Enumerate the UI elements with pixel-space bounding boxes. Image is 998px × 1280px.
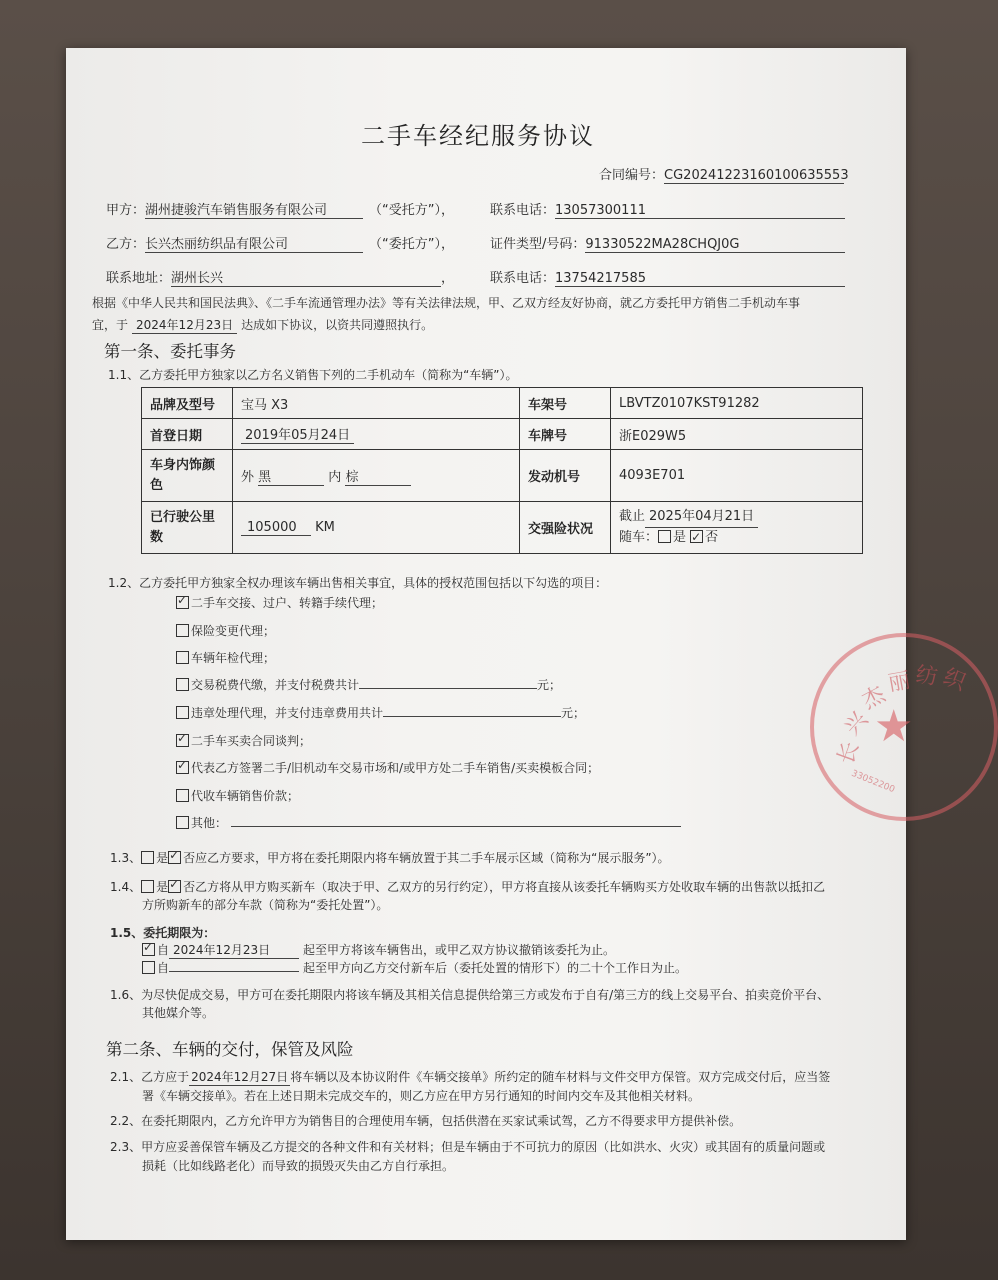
seal-char: 长	[833, 738, 865, 768]
seal-char: 织	[939, 664, 970, 697]
intro-line-1: 根据《中华人民共和国民法典》、《二手车流通管理办法》等有关法律法规，甲、乙双方经友好协商，就乙方委托甲方销售二手机动车事	[92, 296, 801, 310]
insurance-no-checkbox[interactable]	[690, 530, 703, 543]
auth-checkbox[interactable]	[176, 624, 189, 637]
doc-title: 二手车经纪服务协议	[361, 122, 595, 150]
party-jia-phone	[490, 199, 845, 219]
c14-yes-label: 是	[156, 880, 169, 894]
party-jia-role: （“受托方”），	[369, 203, 454, 218]
insurance-with-car-label: 随车：	[619, 530, 659, 545]
seal-char: 纺	[914, 662, 940, 691]
auth-item-label: 二手车交接、过户、转籍手续代理；	[191, 596, 384, 610]
term-option-2-text: 起至甲方向乙方交付新车后（委托处置的情形下）的二十个工作日为止。	[303, 961, 688, 975]
term-option-1-from: 自	[157, 943, 170, 957]
contract-no	[599, 164, 849, 184]
exterior-value: 黑	[258, 466, 324, 486]
party-yi-role: （“委托方”），	[369, 237, 454, 252]
clause-1-4-text: 乙方将从甲方购买新车（取决于甲、乙双方的另行约定），甲方将直接从该委托车辆购买方处收取车辆的出售款以抵扣乙	[195, 880, 826, 894]
mileage-label: 已行驶公里数	[142, 502, 233, 554]
exterior-label: 外	[241, 469, 255, 485]
auth-item	[176, 787, 299, 804]
contract-no-value: CG20241223160100635553	[664, 168, 849, 183]
auth-item	[176, 594, 383, 611]
article-2-heading: 第二条、车辆的交付，保管及风险	[106, 1040, 354, 1059]
reg-date-value: 2019年05月24日	[241, 424, 354, 444]
term-option-1	[142, 941, 615, 959]
seal-star-icon: ★	[874, 701, 914, 752]
term-option-1-text: 起至甲方将该车辆售出，或甲乙双方协议撤销该委托为止。	[303, 943, 616, 957]
other-blank[interactable]	[231, 814, 681, 827]
tax-amount-blank[interactable]	[359, 676, 537, 689]
mileage-value: 105000	[241, 520, 311, 536]
brand-label: 品牌及型号	[142, 388, 233, 419]
c13-no-label: 否	[183, 851, 196, 865]
seal-char: 兴	[839, 707, 874, 741]
auth-item	[176, 622, 275, 639]
color-cell	[233, 450, 520, 502]
clause-2-1-line-2: 署《车辆交接单》。若在上述日期未完成交车的，则乙方应在甲方另行通知的时间内交车及其他相关材料。	[142, 1089, 701, 1103]
auth-checkbox[interactable]	[176, 706, 189, 719]
term-option-2	[142, 959, 687, 976]
clause-1-3-text: 应乙方要求，甲方将在委托期限内将车辆放置于其二手车展示区域（简称为“展示服务”）。	[195, 851, 670, 865]
party-address-end: ，	[441, 271, 455, 286]
clause-2-3-line-2: 损耗（比如线路老化）而导致的损毁灭失由乙方自行承担。	[142, 1159, 455, 1173]
term-option-2-from: 自	[157, 961, 170, 975]
intro-line-2	[92, 316, 433, 334]
insurance-cell	[611, 502, 863, 554]
brand-value: 宝马 X3	[233, 388, 520, 419]
auth-item-suffix: 元；	[537, 678, 562, 692]
violation-amount-blank[interactable]	[383, 704, 561, 717]
auth-checkbox[interactable]	[176, 596, 189, 609]
mileage-cell	[233, 502, 520, 554]
intro-date: 2024年12月23日	[132, 316, 237, 334]
auth-item-label: 交易税费代缴，并支付税费共计	[191, 678, 360, 692]
c13-yes-checkbox[interactable]	[141, 851, 154, 864]
auth-checkbox[interactable]	[176, 651, 189, 664]
plate-value: 浙E029W5	[611, 419, 863, 450]
party-yi-phone-value: 13754217585	[555, 271, 845, 287]
table-row	[142, 388, 863, 419]
vehicle-table	[141, 387, 863, 554]
table-row	[142, 419, 863, 450]
clause-1-4-line-2: 方所购新车的部分车款（简称为“委托处置”）。	[142, 898, 389, 912]
company-seal	[810, 633, 998, 821]
party-address-value: 湖州长兴	[171, 267, 441, 287]
insurance-expiry-label: 截止	[619, 509, 646, 524]
plate-label: 车牌号	[520, 419, 611, 450]
auth-checkbox[interactable]	[176, 678, 189, 691]
auth-checkbox[interactable]	[176, 734, 189, 747]
intro-line-2-pre: 宜，于	[92, 318, 129, 332]
clause-1-6-line-1: 1.6、为尽快促成交易，甲方可在委托期限内将该车辆及其相关信息提供给第三方或发布于自有/第三方的线上交易平台、拍卖竞价平台、	[110, 988, 830, 1002]
clause-2-1-post: 将车辆以及本协议附件《车辆交接单》所约定的随车材料与文件交甲方保管。双方完成交付后，应当签	[290, 1070, 831, 1084]
clause-2-2: 2.2、在委托期限内，乙方允许甲方为销售目的合理使用车辆，包括供潜在买家试乘试驾，乙方不得要求甲方提供补偿。	[110, 1114, 742, 1128]
c13-yes-label: 是	[156, 851, 169, 865]
party-jia	[106, 199, 454, 219]
auth-item-label: 违章处理代理，并支付违章费用共计	[191, 706, 384, 720]
auth-item	[176, 732, 311, 749]
party-yi-id-label: 证件类型/号码：	[490, 237, 586, 252]
party-address-label: 联系地址：	[106, 271, 172, 286]
clause-1-6-line-2: 其他媒介等。	[142, 1006, 215, 1020]
reg-date-cell	[233, 419, 520, 450]
vin-value: LBVTZ0107KST91282	[611, 388, 863, 419]
party-yi-id-value: 91330522MA28CHQJ0G	[585, 237, 845, 253]
insurance-yes-label: 是	[673, 530, 687, 545]
intro-line-2-post: 达成如下协议，以资共同遵照执行。	[241, 318, 434, 332]
clause-1-2: 1.2、乙方委托甲方独家全权办理该车辆出售相关事宜，具体的授权范围包括以下勾选的项目：	[108, 576, 608, 590]
table-row	[142, 450, 863, 502]
party-jia-phone-label: 联系电话：	[490, 203, 556, 218]
auth-item	[176, 676, 561, 693]
auth-item	[176, 649, 275, 666]
table-row	[142, 502, 863, 554]
insurance-no-label: 否	[705, 530, 719, 545]
engine-value: 4093E701	[611, 450, 863, 502]
clause-1-4	[110, 878, 825, 895]
auth-checkbox[interactable]	[176, 816, 189, 829]
clause-1-3	[110, 849, 670, 866]
party-jia-name: 湖州捷骏汽车销售服务有限公司	[145, 199, 363, 219]
interior-value: 棕	[345, 466, 411, 486]
clause-1-1: 1.1、乙方委托甲方独家以乙方名义销售下列的二手机动车（简称为“车辆”）。	[108, 368, 518, 382]
seal-inner	[814, 637, 994, 817]
party-jia-phone-value: 13057300111	[555, 203, 845, 219]
seal-char: 杰	[858, 682, 890, 715]
seal-char: 丽	[886, 668, 913, 697]
term-start-date: 2024年12月23日	[169, 941, 299, 959]
delivery-date: 2024年12月27日	[191, 1070, 289, 1084]
interior-label: 内	[328, 469, 342, 485]
insurance-expiry	[619, 507, 854, 528]
c13-no-checkbox[interactable]	[168, 851, 181, 864]
engine-label: 发动机号	[520, 450, 611, 502]
clause-1-5-head: 1.5、委托期限为：	[110, 926, 216, 940]
seal-code: 33052200	[849, 768, 897, 796]
clause-2-1-line-1	[110, 1068, 830, 1086]
c14-no-label: 否	[183, 880, 196, 894]
vin-label: 车架号	[520, 388, 611, 419]
party-jia-label: 甲方：	[106, 203, 146, 218]
party-yi-id	[490, 233, 845, 253]
auth-item-label: 代收车辆销售价款；	[191, 789, 300, 803]
party-yi-label: 乙方：	[106, 237, 146, 252]
contract-page	[66, 48, 970, 1240]
insurance-expiry-date: 2025年04月21日	[645, 507, 758, 528]
auth-item-label: 其他：	[191, 816, 228, 830]
c14-no-checkbox[interactable]	[168, 880, 181, 893]
color-label: 车身内饰颜色	[142, 450, 233, 502]
auth-item-label: 车辆年检代理；	[191, 651, 276, 665]
auth-item	[176, 814, 681, 831]
party-yi-name: 长兴杰丽纺织品有限公司	[145, 233, 363, 253]
party-address	[106, 267, 454, 287]
clause-2-3-line-1: 2.3、甲方应妥善保管车辆及乙方提交的各种文件和有关材料；但是车辆由于不可抗力的原因（比如洪水、火灾）或其固有的质量问题或	[110, 1140, 826, 1154]
term-option-1-checkbox[interactable]	[142, 943, 155, 956]
clause-1-3-num: 1.3、	[110, 851, 142, 865]
term-option-2-blank[interactable]	[169, 959, 299, 972]
article-1-heading: 第一条、委托事务	[104, 342, 236, 361]
auth-item	[176, 759, 599, 776]
auth-checkbox[interactable]	[176, 761, 189, 774]
c14-yes-checkbox[interactable]	[141, 880, 154, 893]
auth-item-suffix: 元；	[561, 706, 586, 720]
reg-date-label: 首登日期	[142, 419, 233, 450]
clause-1-4-num: 1.4、	[110, 880, 142, 894]
insurance-label: 交强险状况	[520, 502, 611, 554]
auth-item-label: 二手车买卖合同谈判；	[191, 734, 312, 748]
party-yi	[106, 233, 454, 253]
insurance-with-car	[619, 528, 854, 548]
mileage-unit: KM	[315, 519, 335, 535]
clause-2-1-pre: 2.1、乙方应于	[110, 1070, 190, 1084]
party-yi-phone	[490, 267, 845, 287]
term-option-2-checkbox[interactable]	[142, 961, 155, 974]
auth-checkbox[interactable]	[176, 789, 189, 802]
insurance-yes-checkbox[interactable]	[658, 530, 671, 543]
auth-item-label: 代表乙方签署二手/旧机动车交易市场和/或甲方处二手车销售/买卖模板合同；	[191, 761, 600, 775]
contract-no-label: 合同编号：	[599, 168, 665, 183]
party-yi-phone-label: 联系电话：	[490, 271, 556, 286]
auth-item	[176, 704, 585, 721]
auth-item-label: 保险变更代理；	[191, 624, 276, 638]
